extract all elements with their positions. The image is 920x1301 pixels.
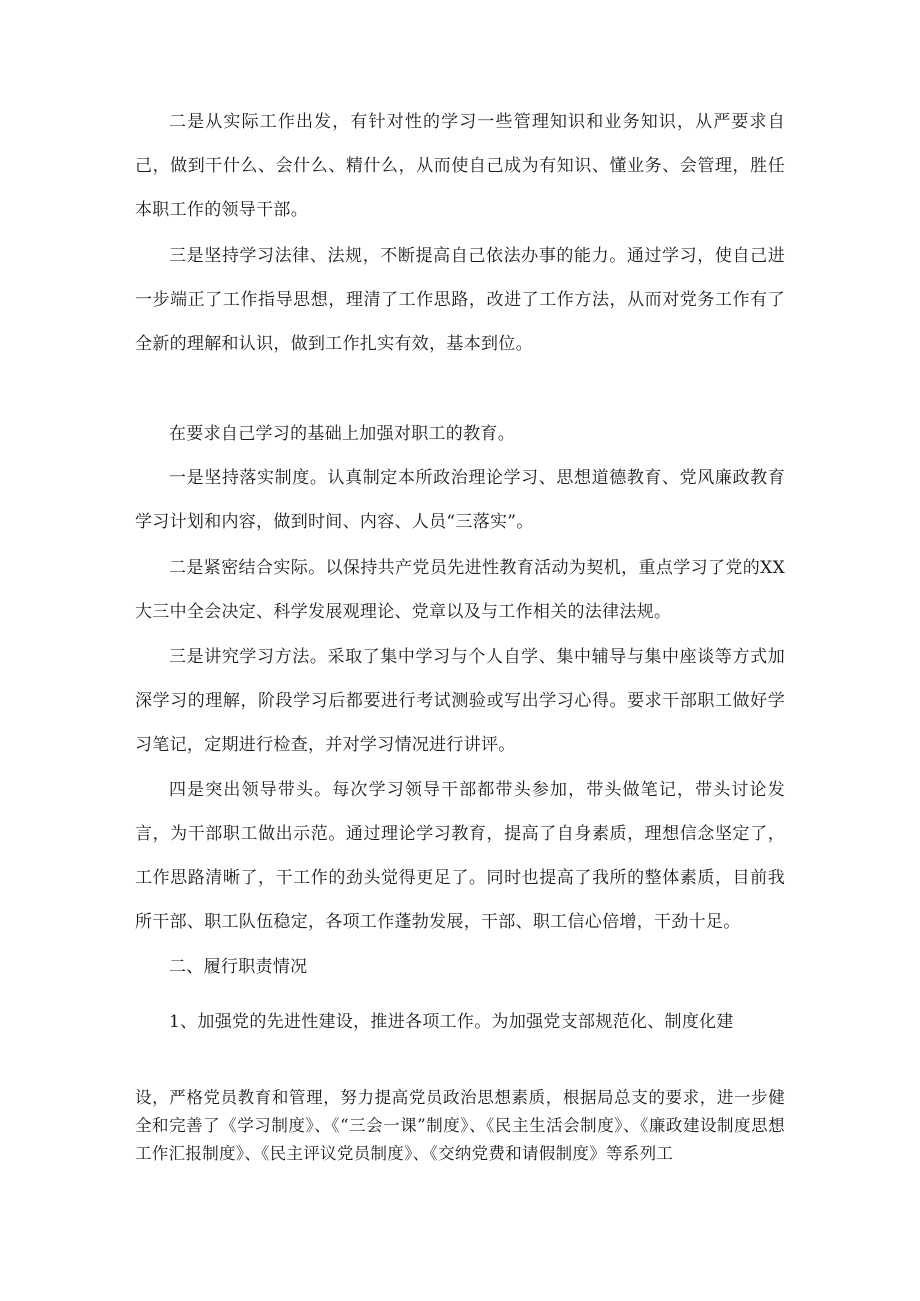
paragraph-7: 四是突出领导带头。每次学习领导干部都带头参加，带头做笔记，带头讨论发言，为干部职工做出示范。通过理论学习教育，提高了自身素质，理想信念坚定了，工作思路清晰了，干工作的劲头觉得更足了。同时也提高了我所的整体素质，目前我所干部、职工队伍稳定，各项工作蓬勃发展，干部、职工信心倍增，干劲十足。 xyxy=(135,780,785,932)
paragraph-5: 二是紧密结合实际。以保持共产党员先进性教育活动为契机，重点学习了党的XX大三中全会决定、科学发展观理论、党章以及与工作相关的法律法规。 xyxy=(135,558,785,622)
paragraph-2: 三是坚持学习法律、法规，不断提高自己依法办事的能力。通过学习，使自己进一步端正了工作指导思想，理清了工作思路，改进了工作方法，从而对党务工作有了全新的理解和认识，做到工作扎实有效，基本到位。 xyxy=(135,246,785,354)
paragraph-8: 1、加强党的先进性建设，推进各项工作。为加强党支部规范化、制度化建 xyxy=(169,1012,734,1032)
paragraph-4: 一是坚持落实制度。认真制定本所政治理论学习、思想道德教育、党风廉政教育学习计划和内容，做到时间、内容、人员“三落实”。 xyxy=(135,468,785,532)
paragraph-9: 设，严格党员教育和管理，努力提高党员政治思想素质，根据局总支的要求，进一步健全和完善了《学习制度》、《“三会一课”制度》、《民主生活会制度》、《廉政建设制度思想工作汇报制度》、《民主评议党员制度》、《交纳党费和请假制度》等系列工 xyxy=(135,1088,785,1163)
paragraph-1: 二是从实际工作出发，有针对性的学习一些管理知识和业务知识，从严要求自己，做到干什么、会什么、精什么，从而使自己成为有知识、懂业务、会管理，胜任本职工作的领导干部。 xyxy=(135,112,785,220)
paragraph-6: 三是讲究学习方法。采取了集中学习与个人自学、集中辅导与集中座谈等方式加深学习的理解，阶段学习后都要进行考试测验或写出学习心得。要求干部职工做好学习笔记，定期进行检查，并对学习情况进行讲评。 xyxy=(135,647,785,755)
paragraph-3: 在要求自己学习的基础上加强对职工的教育。 xyxy=(169,424,515,444)
section-heading: 二、履行职责情况 xyxy=(169,957,308,977)
